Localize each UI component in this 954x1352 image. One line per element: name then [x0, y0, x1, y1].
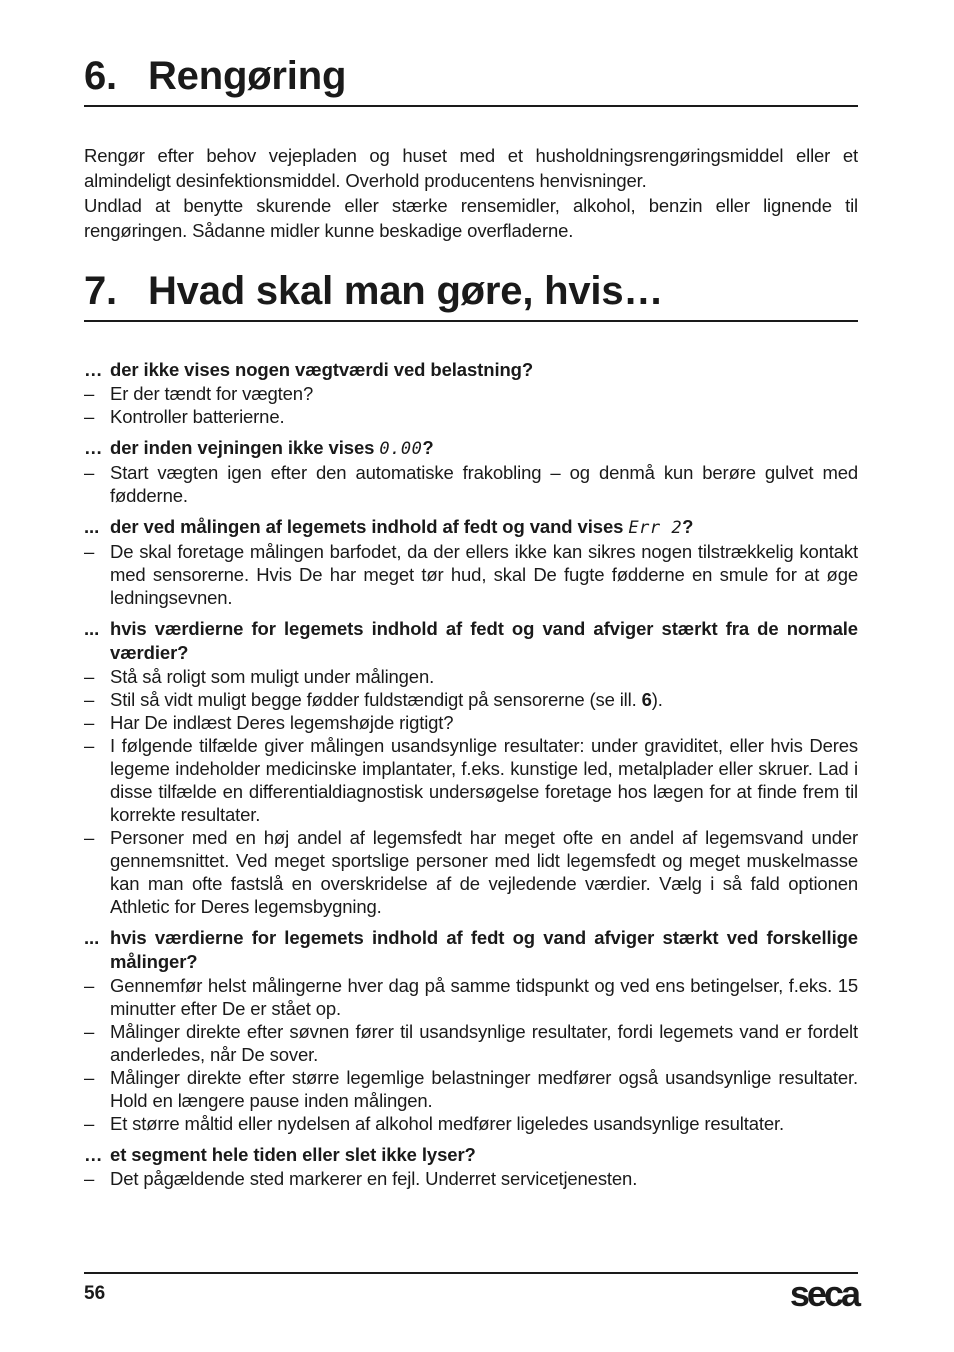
faq-question-3 [84, 515, 858, 540]
question-lead: ... [84, 516, 100, 537]
answer-item [84, 1020, 858, 1066]
answer-item [84, 1066, 858, 1112]
answer-text: De skal foretage målingen barfodet, da der ellers ikke kan sikres nogen tilstrækkelig kontakt med sensorerne. Hvis De har meget tør hud, skal De fugte fødderne en smule for at øge ledningsevnen. [110, 541, 858, 608]
section-7-number: 7. [84, 269, 117, 313]
answer-item [84, 974, 858, 1020]
question-text: der inden vejningen ikke vises [110, 437, 380, 458]
answer-text: Stå så roligt som muligt under målingen. [110, 666, 435, 687]
answer-item [84, 461, 858, 507]
dash-bullet: – [84, 689, 95, 710]
answer-item [84, 665, 858, 688]
answer-text: Det pågældende sted markerer en fejl. Underret servicetjenesten. [110, 1168, 638, 1189]
answer-item [84, 540, 858, 609]
lcd-display-error: Err 2 [628, 518, 683, 538]
section-7-heading [84, 271, 858, 322]
page-number: 56 [84, 1283, 106, 1304]
faq-answers-6 [84, 1167, 858, 1190]
dash-bullet: – [84, 541, 95, 562]
answer-text-end: ). [651, 689, 663, 710]
answer-item [84, 734, 858, 826]
faq-question-1 [84, 358, 858, 382]
answer-text: I følgende tilfælde giver målingen usandsynlige resultater: under graviditet, eller hvis Deres legeme indeholder medicinske implantater, f.eks. kunstige led, metalplader eller skruer. Lad i disse tilfælde en differentialdiagnostisk undersøgelse foretage hos lægen for at finde frem til korrekte resultater. [110, 735, 858, 825]
section-6-heading [84, 56, 858, 107]
question-lead: ... [84, 618, 100, 639]
footer-divider [84, 1272, 858, 1274]
dash-bullet: – [84, 383, 95, 404]
answer-item [84, 405, 858, 428]
answer-item [84, 1167, 858, 1190]
dash-bullet: – [84, 1067, 95, 1088]
question-lead: … [84, 1144, 103, 1165]
question-text: der ved målingen af legemets indhold af fedt og vand vises [110, 516, 629, 537]
faq-question-5 [84, 926, 858, 974]
dash-bullet: – [84, 1113, 95, 1134]
answer-text: Start vægten igen efter den automatiske frakobling – og denmå kun berøre gulvet med fødderne. [110, 462, 858, 506]
answer-text: Gennemfør helst målingerne hver dag på samme tidspunkt og ved ens betingelser, f.eks. 15 minutter efter De er stået op. [110, 975, 858, 1019]
cleaning-paragraph-1: Rengør efter behov vejepladen og huset med et husholdningsrengøringsmiddel eller et almindeligt desinfektionsmiddel. Overhold producentens henvisninger. [84, 145, 858, 191]
faq-question-4 [84, 617, 858, 665]
seca-logo: seca [789, 1273, 858, 1314]
dash-bullet: – [84, 712, 95, 733]
dash-bullet: – [84, 406, 95, 427]
lcd-display-zero: 0.00 [379, 439, 423, 459]
answer-item [84, 1112, 858, 1135]
answer-text: Målinger direkte efter større legemlige belastninger medfører også usandsynlige resultater. Hold en længere pause inden målingen. [110, 1067, 858, 1111]
answer-item [84, 688, 858, 711]
cleaning-paragraph-2: Undlad at benytte skurende eller stærke rensemidler, alkohol, benzin eller lignende til rengøringen. Sådanne midler kunne beskadige overfladerne. [84, 195, 858, 241]
section-6-body [84, 143, 858, 243]
question-end: ? [422, 437, 434, 458]
illustration-reference: 6 [641, 689, 652, 710]
faq-question-6 [84, 1143, 858, 1167]
question-lead: … [84, 359, 103, 380]
faq-answers-5 [84, 974, 858, 1135]
answer-text: Stil så vidt muligt begge fødder fuldstændigt på sensorerne (se ill. [110, 689, 642, 710]
faq-answers-4 [84, 665, 858, 918]
faq-answers-3 [84, 540, 858, 609]
dash-bullet: – [84, 1168, 95, 1189]
faq-answers-1 [84, 382, 858, 428]
question-text: hvis værdierne for legemets indhold af fedt og vand afviger stærkt ved forskellige målinger? [110, 927, 858, 972]
question-text: hvis værdierne for legemets indhold af fedt og vand afviger stærkt fra de normale værdier? [110, 618, 858, 663]
answer-text: Har De indlæst Deres legemshøjde rigtigt? [110, 712, 454, 733]
answer-text: Et større måltid eller nydelsen af alkohol medfører ligeledes usandsynlige resultater. [110, 1113, 784, 1134]
dash-bullet: – [84, 462, 95, 483]
answer-item [84, 711, 858, 734]
question-text: et segment hele tiden eller slet ikke lyser? [110, 1144, 476, 1165]
answer-text: Er der tændt for vægten? [110, 383, 314, 404]
answer-text: Personer med en høj andel af legemsfedt har meget ofte en andel af legemsvand under gennemsnittet. Ved meget sportslige personer med lidt legemsfedt og meget muskelmasse kan man ofte fastslå en overskridelse af de vejledende værdier. Vælg i så fald optionen Athletic for Deres legemsbygning. [110, 827, 858, 917]
faq-question-2 [84, 436, 858, 461]
answer-text: Målinger direkte efter søvnen fører til usandsynlige resultater, fordi legemets vand er fordelt anderledes, når De sover. [110, 1021, 858, 1065]
dash-bullet: – [84, 975, 95, 996]
dash-bullet: – [84, 735, 95, 756]
question-end: ? [682, 516, 694, 537]
question-lead: ... [84, 927, 100, 948]
section-6-number: 6. [84, 54, 117, 98]
answer-item [84, 826, 858, 918]
answer-item [84, 382, 858, 405]
troubleshooting-list [84, 358, 858, 1198]
dash-bullet: – [84, 1021, 95, 1042]
answer-text: Kontroller batterierne. [110, 406, 285, 427]
dash-bullet: – [84, 666, 95, 687]
faq-answers-2 [84, 461, 858, 507]
section-6-title: Rengøring [148, 54, 347, 98]
question-text: der ikke vises nogen vægtværdi ved belastning? [110, 359, 534, 380]
dash-bullet: – [84, 827, 95, 848]
question-lead: … [84, 437, 103, 458]
section-7-title: Hvad skal man gøre, hvis… [148, 269, 664, 313]
